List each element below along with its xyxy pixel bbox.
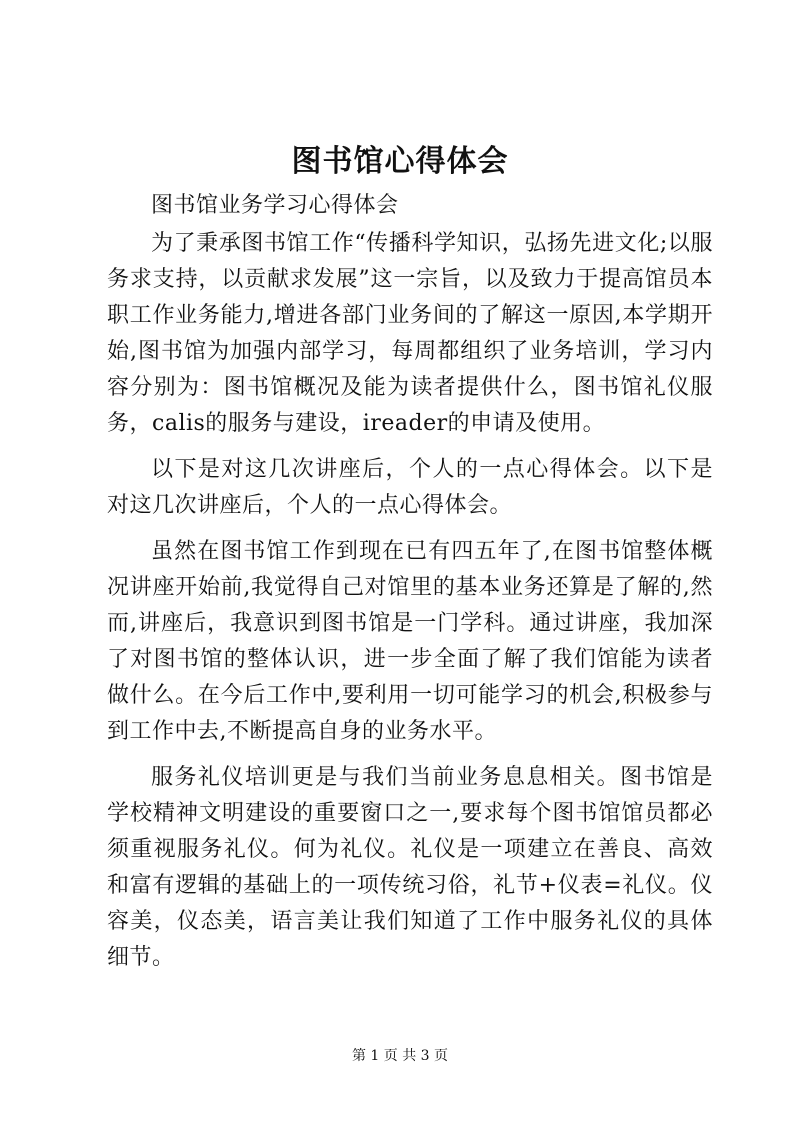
paragraph-summary: 以下是对这几次讲座后，个人的一点心得体会。以下是对这几次讲座后，个人的一点心得体会。 — [107, 457, 713, 518]
page-footer: 第 1 页 共 3 页 — [351, 1048, 449, 1064]
paragraph-overview-lecture: 虽然在图书馆工作到现在已有四五年了,在图书馆整体概况讲座开始前,我觉得自己对馆里的基本业务还算是了解的,然而,讲座后，我意识到图书馆是一门学科。通过讲座，我加深了对图书馆的整体认识，进一步全面了解了我们馆能为读者做什么。在今后工作中,要利用一切可能学习的机会,积极参与到工作中去,不断提高自身的业务水平。 — [107, 539, 713, 744]
paragraph-etiquette-training: 服务礼仪培训更是与我们当前业务息息相关。图书馆是学校精神文明建设的重要窗口之一,要求每个图书馆馆员都必须重视服务礼仪。何为礼仪。礼仪是一项建立在善良、高效和富有逻辑的基础上的一项传统习俗，礼节+仪表=礼仪。仪容美，仪态美，语言美让我们知道了工作中服务礼仪的具体细节。 — [107, 765, 713, 970]
document-body — [107, 188, 713, 986]
page-title: 图书馆心得体会 — [291, 144, 509, 179]
paragraph-intro: 为了秉承图书馆工作“传播科学知识，弘扬先进文化;以服务求支持，以贡献求发展”这一宗旨，以及致力于提高馆员本职工作业务能力,增进各部门业务间的了解这一原因,本学期开始,图书馆为加强内部学习，每周都组织了业务培训，学习内容分别为：图书馆概况及能为读者提供什么，图书馆礼仪服务，calis的服务与建设，ireader的申请及使用。 — [107, 231, 713, 436]
subtitle-paragraph: 图书馆业务学习心得体会 — [151, 193, 399, 218]
